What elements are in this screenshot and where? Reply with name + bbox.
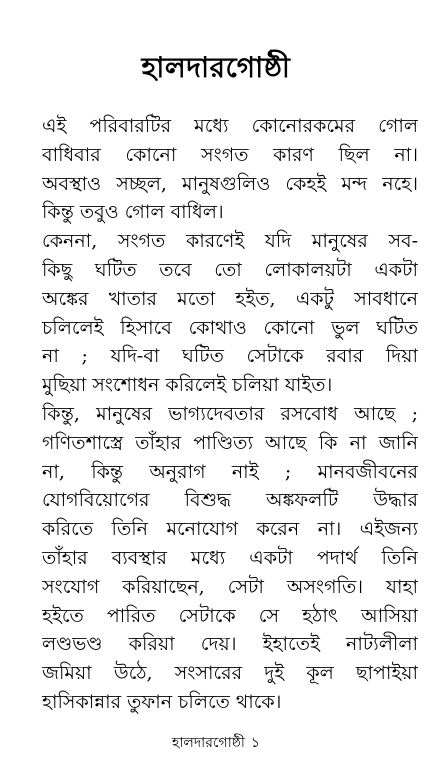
text-line: যোগবিয়োগের বিশুদ্ধ অঙ্কফলটি উদ্ধার xyxy=(42,489,418,512)
text-line: কেননা, সংগত কারণেই যদি মানুষের সব- xyxy=(42,230,418,253)
page-footer xyxy=(0,733,432,753)
text-line: এই পরিবারটির মধ্যে কোনোরকমের গোল xyxy=(42,115,418,137)
text-line: গণিতশাস্ত্রে তাঁহার পাণ্ডিত্য আছে কি না জানি xyxy=(42,431,418,454)
text-line: লণ্ডভণ্ড করিয়া দেয়। ইহাতেই নাট্যলীলা xyxy=(42,633,418,656)
text-line: কিন্তু তবুও গোল বাধিল। xyxy=(42,201,224,224)
text-line: বাধিবার কোনো সংগত কারণ ছিল না। xyxy=(42,143,418,166)
text-line: অঙ্কের খাতার মতো হইত, একটু সাবধানে xyxy=(42,287,418,310)
text-line: সংযোগ করিয়াছেন, সেটা অসংগতি। যাহা xyxy=(42,575,418,598)
text-line: কিছু ঘটিত তবে তো লোকালয়টা একটা xyxy=(42,258,418,281)
text-line: হাসিকান্নার তুফান চলিতে থাকে। xyxy=(42,690,282,713)
text-line: জমিয়া উঠে, সংসারের দুই কূল ছাপাইয়া xyxy=(42,662,418,685)
page-number: ১ xyxy=(250,735,261,751)
text-line: করিতে তিনি মনোযোগ করেন না। এইজন্য xyxy=(42,518,418,541)
text-line: না ; যদি-বা ঘটিত সেটাকে রবার দিয়া xyxy=(42,345,418,368)
text-line: হইতে পারিত সেটাকে সে হঠাৎ আসিয়া xyxy=(42,604,418,627)
text-line: না, কিন্তু অনুরাগ নাই ; মানবজীবনের xyxy=(42,460,418,483)
chapter-title: হালদারগোষ্ঠী xyxy=(141,51,291,84)
text-line: মুছিয়া সংশোধন করিলেই চলিয়া যাইত। xyxy=(42,374,333,397)
text-line: তাঁহার ব্যবস্থার মধ্যে একটা পদার্থ তিনি xyxy=(42,546,418,569)
text-line: অবস্থাও সচ্ছল, মানুষগুলিও কেহই মন্দ নহে। xyxy=(42,172,418,195)
text-line: চলিলেই হিসাবে কোথাও কোনো ভুল ঘটিত xyxy=(42,316,418,339)
running-title: হালদারগোষ্ঠী xyxy=(171,735,245,751)
body-text xyxy=(42,112,418,717)
text-line: কিন্তু, মানুষের ভাগ্যদেবতার রসবোধ আছে ; xyxy=(42,402,418,425)
